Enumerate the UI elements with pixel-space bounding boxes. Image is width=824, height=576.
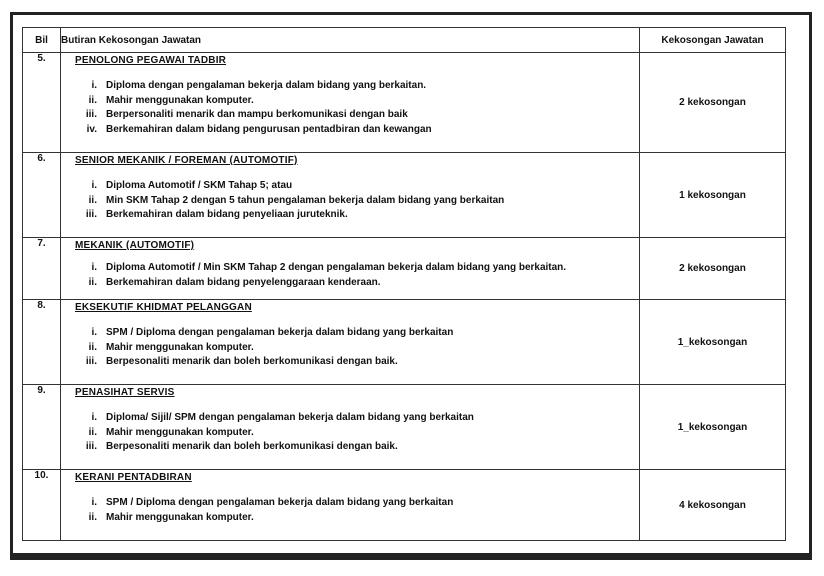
requirements-list: [71, 261, 639, 290]
requirements-list: [71, 79, 639, 137]
item-text: Min SKM Tahap 2 dengan 5 tahun pengalaman bekerja dalam bidang yang berkaitan: [106, 194, 505, 206]
item-text: Berpersonaliti menarik dan mampu berkomunikasi dengan baik: [106, 109, 408, 120]
list-item: [71, 194, 639, 209]
item-text: Berpesonaliti menarik dan boleh berkomunikasi dengan baik.: [106, 441, 398, 452]
item-text: Diploma Automotif / Min SKM Tahap 2 dengan pengalaman bekerja dalam bidang yang berkaitan.: [106, 262, 567, 273]
post-title: EKSEKUTIF KHIDMAT PELANGGAN: [75, 302, 252, 313]
item-number: ii.: [88, 94, 97, 106]
post-title: PENOLONG PEGAWAI TADBIR: [75, 55, 227, 66]
list-item: [71, 208, 639, 223]
list-item: [71, 108, 639, 123]
requirements-list: [71, 496, 639, 525]
table-header-row: [23, 28, 786, 53]
item-text: Mahir menggunakan komputer.: [106, 511, 254, 523]
requirements-list: [71, 179, 639, 223]
list-item: [71, 355, 639, 370]
item-number: i.: [91, 180, 97, 191]
list-item: [71, 496, 639, 511]
row-details: [61, 53, 640, 153]
requirements-list: [71, 411, 639, 455]
item-number: iii.: [85, 356, 97, 367]
item-text: Mahir menggunakan komputer.: [106, 94, 254, 106]
list-item: [71, 179, 639, 194]
item-text: Diploma dengan pengalaman bekerja dalam bidang yang berkaitan.: [106, 80, 427, 91]
list-item: [71, 411, 639, 426]
header-count: Kekosongan Jawatan: [640, 28, 786, 53]
row-number: 10.: [23, 470, 61, 541]
item-text: SPM / Diploma dengan pengalaman bekerja dalam bidang yang berkaitan: [106, 327, 454, 338]
vacancy-count: 2 kekosongan: [640, 238, 786, 300]
list-item: [71, 326, 639, 341]
list-item: [71, 94, 639, 109]
vacancy-count: 1 kekosongan: [640, 153, 786, 238]
post-title: KERANI PENTADBIRAN: [75, 472, 192, 483]
item-number: iii.: [85, 209, 97, 220]
post-title: SENIOR MEKANIK / FOREMAN (AUTOMOTIF): [75, 155, 298, 166]
row-number: 5.: [23, 53, 61, 153]
item-text: Diploma Automotif / SKM Tahap 5; atau: [106, 180, 293, 191]
item-number: iii.: [85, 109, 97, 120]
item-number: ii.: [88, 194, 97, 206]
vacancy-count: 4 kekosongan: [640, 470, 786, 541]
item-text: Berkemahiran dalam bidang penyelenggaraan kenderaan.: [106, 276, 381, 288]
row-details: [61, 153, 640, 238]
vacancy-count: 1_kekosongan: [640, 300, 786, 385]
row-details: [61, 385, 640, 470]
item-number: ii.: [88, 511, 97, 523]
requirements-list: [71, 326, 639, 370]
row-details: [61, 238, 640, 300]
item-text: SPM / Diploma dengan pengalaman bekerja dalam bidang yang berkaitan: [106, 497, 454, 508]
list-item: [71, 440, 639, 455]
item-number: i.: [91, 262, 97, 273]
row-number: 8.: [23, 300, 61, 385]
item-text: Berkemahiran dalam bidang pengurusan pentadbiran dan kewangan: [106, 123, 432, 135]
row-details: [61, 470, 640, 541]
table-row: [23, 153, 786, 238]
row-number: 9.: [23, 385, 61, 470]
list-item: [71, 79, 639, 94]
item-number: ii.: [88, 341, 97, 353]
post-title: MEKANIK (AUTOMOTIF): [75, 240, 195, 251]
item-number: iv.: [86, 123, 97, 135]
vacancy-table: [22, 27, 786, 541]
vacancy-count: 2 kekosongan: [640, 53, 786, 153]
item-text: Mahir menggunakan komputer.: [106, 341, 254, 353]
item-number: i.: [91, 497, 97, 508]
row-number: 7.: [23, 238, 61, 300]
list-item: [71, 276, 639, 291]
item-text: Diploma/ Sijil/ SPM dengan pengalaman bekerja dalam bidang yang berkaitan: [106, 412, 474, 423]
vacancy-count: 1_kekosongan: [640, 385, 786, 470]
item-number: i.: [91, 327, 97, 338]
item-text: Mahir menggunakan komputer.: [106, 426, 254, 438]
table-row: [23, 470, 786, 541]
list-item: [71, 341, 639, 356]
header-bil: Bil: [23, 28, 61, 53]
item-number: ii.: [88, 426, 97, 438]
item-number: ii.: [88, 276, 97, 288]
row-details: [61, 300, 640, 385]
table-row: [23, 53, 786, 153]
frame-bottom-rule: [10, 553, 812, 558]
item-number: i.: [91, 412, 97, 423]
item-text: Berkemahiran dalam bidang penyeliaan juruteknik.: [106, 209, 348, 220]
row-number: 6.: [23, 153, 61, 238]
item-number: iii.: [85, 441, 97, 452]
item-number: i.: [91, 80, 97, 91]
list-item: [71, 123, 639, 138]
table-row: [23, 238, 786, 300]
table-row: [23, 385, 786, 470]
table-row: [23, 300, 786, 385]
post-title: PENASIHAT SERVIS: [75, 387, 175, 398]
list-item: [71, 261, 639, 276]
list-item: [71, 511, 639, 526]
header-item: Butiran Kekosongan Jawatan: [61, 28, 640, 53]
item-text: Berpesonaliti menarik dan boleh berkomunikasi dengan baik.: [106, 356, 398, 367]
list-item: [71, 426, 639, 441]
